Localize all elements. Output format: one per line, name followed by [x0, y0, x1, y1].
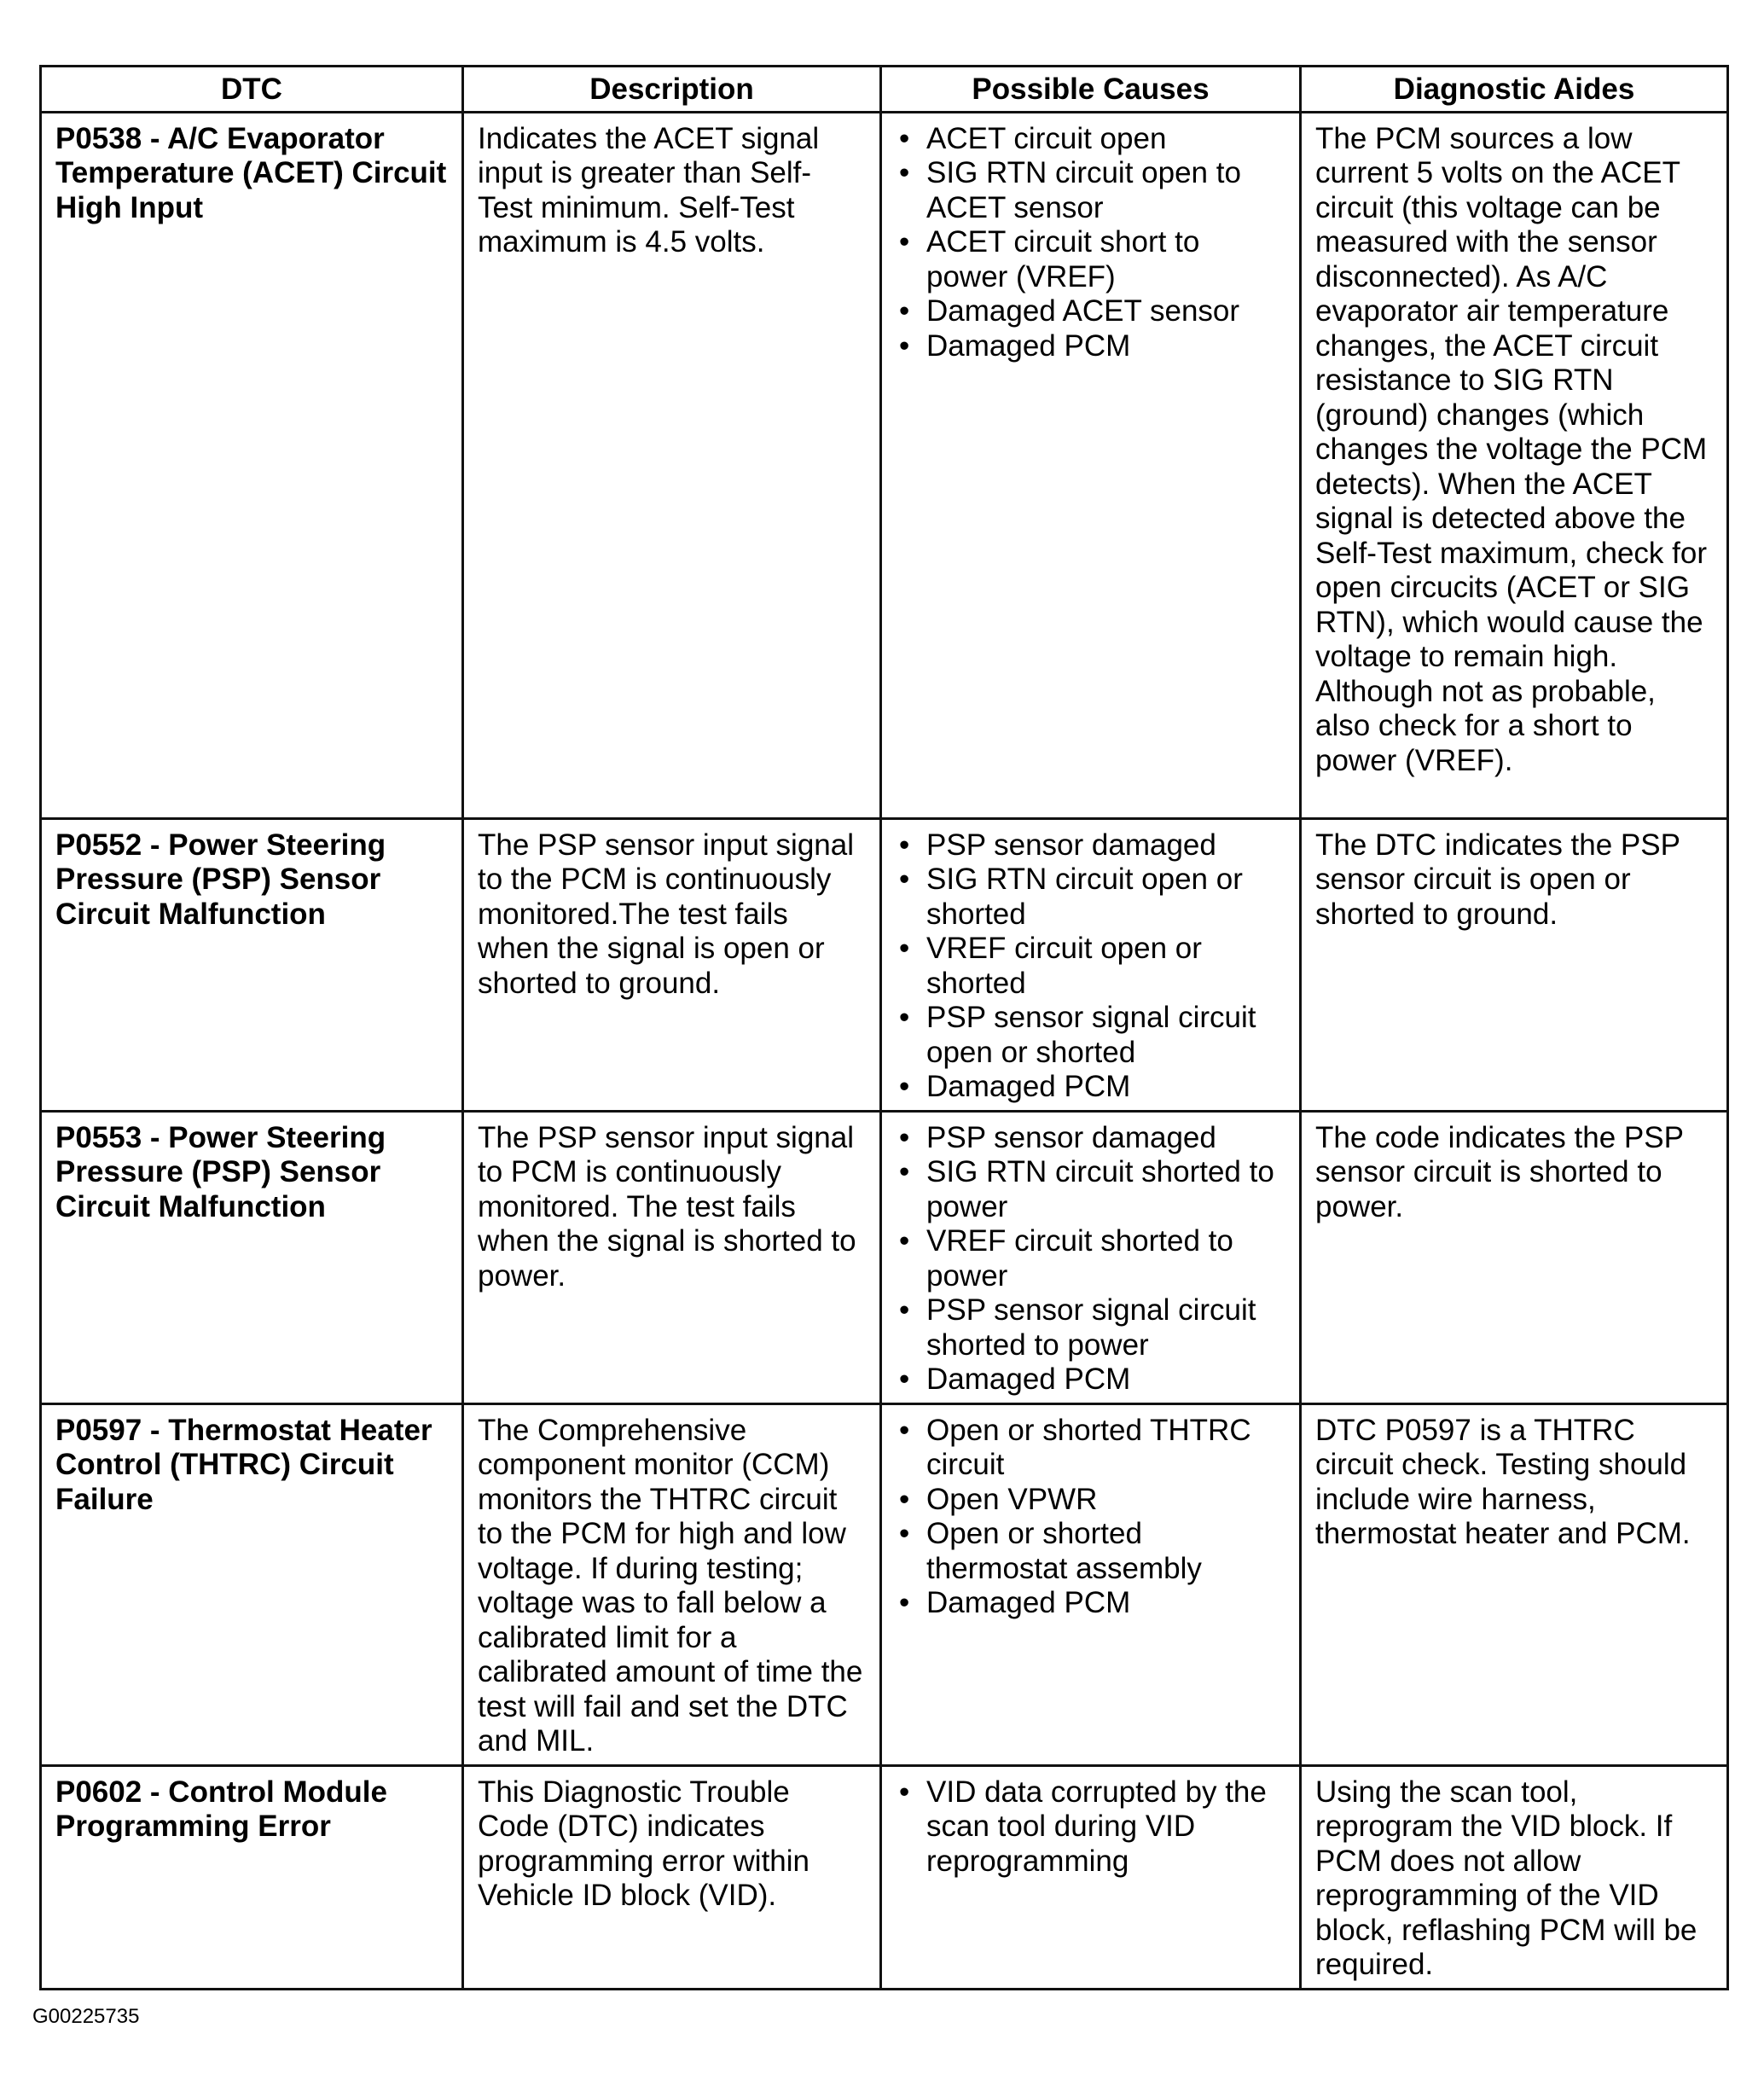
header-row [41, 67, 1728, 113]
cause-item: • VREF circuit open or shorted [896, 932, 1285, 1001]
dtc-code: P0552 - Power Steering Pressure (PSP) Sensor Circuit Malfunction [41, 818, 463, 1111]
aides-cell: The DTC indicates the PSP sensor circuit is open or shorted to ground. [1301, 818, 1728, 1111]
dtc-code: P0602 - Control Module Programming Error [41, 1765, 463, 1989]
table-row [41, 1403, 1728, 1765]
cause-item: • Damaged PCM [896, 329, 1285, 364]
cause-item: • PSP sensor damaged [896, 1121, 1285, 1156]
dtc-code: P0597 - Thermostat Heater Control (THTRC) Circuit Failure [41, 1403, 463, 1765]
description-cell: The PSP sensor input signal to the PCM is continuously monitored.The test fails when the signal is open or shorted to ground. [463, 818, 881, 1111]
cause-item: • Damaged PCM [896, 1586, 1285, 1621]
cause-item: • Damaged ACET sensor [896, 294, 1285, 329]
causes-cell [881, 112, 1301, 818]
cause-item: • PSP sensor signal circuit shorted to power [896, 1293, 1285, 1362]
table-row [41, 818, 1728, 1111]
cause-item: • Open or shorted thermostat assembly [896, 1517, 1285, 1586]
causes-cell [881, 818, 1301, 1111]
aides-cell: The code indicates the PSP sensor circuit is shorted to power. [1301, 1111, 1728, 1403]
description-cell: The Comprehensive component monitor (CCM) monitors the THTRC circuit to the PCM for high and low voltage. If during testing; voltage was to fall below a calibrated limit for a calibrated amount of time the test will fail and set the DTC and MIL. [463, 1403, 881, 1765]
cause-item: • ACET circuit open [896, 122, 1285, 157]
cause-item: • VREF circuit shorted to power [896, 1224, 1285, 1293]
cause-item: • Open or shorted THTRC circuit [896, 1414, 1285, 1483]
cause-item: • SIG RTN circuit shorted to power [896, 1155, 1285, 1224]
figure-id: G00225735 [32, 2005, 140, 2028]
dtc-code: P0538 - A/C Evaporator Temperature (ACET) Circuit High Input [41, 112, 463, 818]
header-possible-causes: Possible Causes [881, 67, 1301, 113]
causes-list [896, 1775, 1285, 1880]
causes-list [896, 122, 1285, 364]
header-description: Description [463, 67, 881, 113]
cause-item: • SIG RTN circuit open or shorted [896, 863, 1285, 932]
cause-item: • Damaged PCM [896, 1070, 1285, 1105]
causes-cell [881, 1403, 1301, 1765]
cause-item: • Open VPWR [896, 1483, 1285, 1518]
header-diagnostic-aides: Diagnostic Aides [1301, 67, 1728, 113]
cause-item: • Damaged PCM [896, 1362, 1285, 1397]
causes-cell [881, 1765, 1301, 1989]
description-cell: This Diagnostic Trouble Code (DTC) indicates programming error within Vehicle ID block (VID). [463, 1765, 881, 1989]
aides-cell: The PCM sources a low current 5 volts on the ACET circuit (this voltage can be measured with the sensor disconnected). As A/C evaporator air temperature changes, the ACET circuit resistance to SIG RTN (ground) changes (which changes the voltage the PCM detects). When the ACET signal is detected above the Self-Test maximum, check for open circucits (ACET or SIG RTN), which would cause the voltage to remain high. Although not as probable, also check for a short to power (VREF). [1301, 112, 1728, 818]
causes-list [896, 1414, 1285, 1621]
header-dtc: DTC [41, 67, 463, 113]
cause-item: • VID data corrupted by the scan tool during VID reprogramming [896, 1775, 1285, 1880]
cause-item: • ACET circuit short to power (VREF) [896, 225, 1285, 294]
aides-cell: DTC P0597 is a THTRC circuit check. Testing should include wire harness, thermostat heater and PCM. [1301, 1403, 1728, 1765]
table-row [41, 1765, 1728, 1989]
dtc-table [39, 65, 1729, 1990]
description-cell: The PSP sensor input signal to PCM is continuously monitored. The test fails when the signal is shorted to power. [463, 1111, 881, 1403]
causes-list [896, 1121, 1285, 1397]
causes-list [896, 828, 1285, 1105]
cause-item: • SIG RTN circuit open to ACET sensor [896, 156, 1285, 225]
cause-item: • PSP sensor signal circuit open or shorted [896, 1001, 1285, 1070]
table-row [41, 112, 1728, 818]
aides-cell: Using the scan tool, reprogram the VID block. If PCM does not allow reprogramming of the VID block, reflashing PCM will be required. [1301, 1765, 1728, 1989]
table-row [41, 1111, 1728, 1403]
cause-item: • PSP sensor damaged [896, 828, 1285, 863]
description-cell: Indicates the ACET signal input is greater than Self-Test minimum. Self-Test maximum is 4.5 volts. [463, 112, 881, 818]
causes-cell [881, 1111, 1301, 1403]
dtc-code: P0553 - Power Steering Pressure (PSP) Sensor Circuit Malfunction [41, 1111, 463, 1403]
